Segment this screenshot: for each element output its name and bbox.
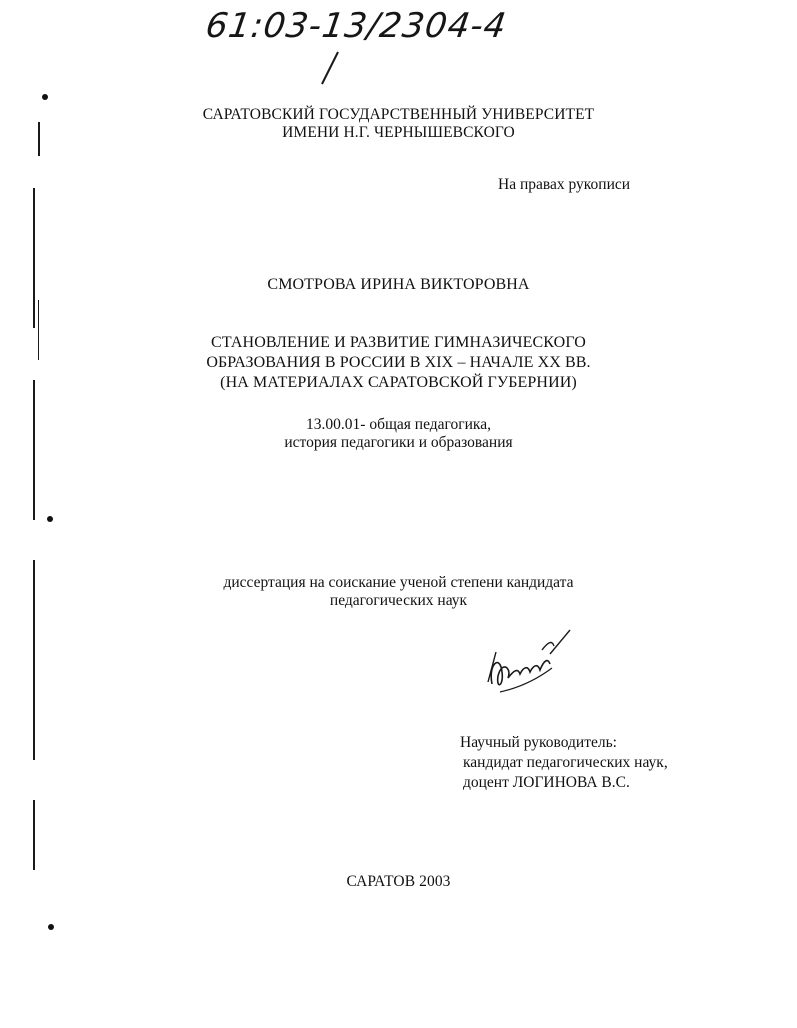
scan-dot [42, 94, 48, 100]
thesis-title-line: СТАНОВЛЕНИЕ И РАЗВИТИЕ ГИМНАЗИЧЕСКОГО [211, 334, 586, 351]
supervisor-name: доцент ЛОГИНОВА В.С. [463, 774, 630, 791]
supervisor-degree: кандидат педагогических наук, [463, 754, 668, 771]
author-name: СМОТРОВА ИРИНА ВИКТОРОВНА [267, 276, 530, 293]
scan-dot [47, 516, 53, 522]
scan-mark [33, 800, 35, 870]
inventory-number: 61:03-13/2304-4 [203, 6, 510, 46]
degree-field: педагогических наук [329, 592, 468, 609]
university-name-suffix: ИМЕНИ Н.Г. ЧЕРНЫШЕВСКОГО [282, 124, 515, 141]
thesis-title-line: ОБРАЗОВАНИЯ В РОССИИ В XIX – НАЧАЛЕ XX ВВ. [206, 354, 591, 371]
specialty-name: история педагогики и образования [284, 434, 513, 451]
signature-image [478, 624, 598, 704]
degree-statement: диссертация на соискание ученой степени кандидата [223, 574, 574, 591]
city-year: САРАТОВ 2003 [346, 873, 451, 890]
inventory-slash-mark [0, 0, 797, 100]
scan-dot [48, 924, 54, 930]
scan-mark [33, 188, 35, 328]
university-name: САРАТОВСКИЙ ГОСУДАРСТВЕННЫЙ УНИВЕРСИТЕТ [202, 106, 595, 123]
thesis-title-line: (НА МАТЕРИАЛАХ САРАТОВСКОЙ ГУБЕРНИИ) [220, 374, 577, 391]
supervisor-label: Научный руководитель: [460, 734, 617, 751]
specialty-code: 13.00.01- общая педагогика, [306, 416, 491, 433]
manuscript-note: На правах рукописи [498, 176, 631, 193]
